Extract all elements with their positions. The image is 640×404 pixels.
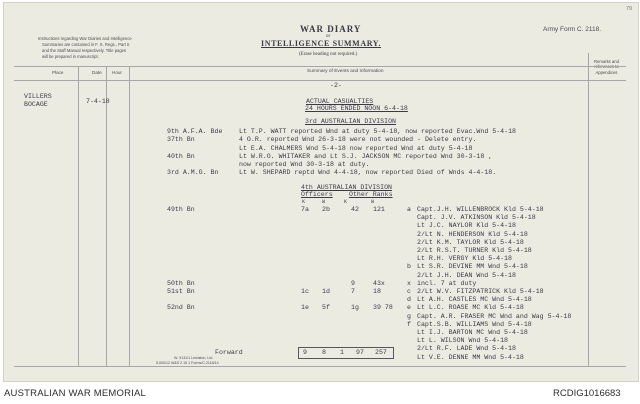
casualty-count: 1g xyxy=(351,304,359,312)
forward-total: 257 xyxy=(375,349,387,356)
totals-rule xyxy=(393,347,394,359)
diary-subtitle: INTELLIGENCE SUMMARY. xyxy=(261,39,382,48)
casualty-entry: Capt.J.H. WILLENBROCK Kld 5-4-18 xyxy=(417,206,544,213)
column-rule xyxy=(129,66,130,366)
diary-title: WAR DIARY xyxy=(300,24,362,34)
unit-label: 37th Bn xyxy=(167,136,195,143)
division-heading: 3rd AUSTRALIAN DIVISION xyxy=(305,118,397,125)
casualty-count: 1d xyxy=(322,288,330,295)
page-number: 79 xyxy=(626,6,633,12)
diary-sheet xyxy=(3,2,639,382)
place-line: BOCAGE xyxy=(24,100,48,108)
casualties-heading: ACTUAL CASUALTIES xyxy=(306,98,374,105)
col-group-officers: Officers xyxy=(301,191,333,198)
archive-name: AUSTRALIAN WAR MEMORIAL xyxy=(4,388,147,399)
casualty-count: 39 78 xyxy=(373,304,393,312)
casualty-count: 7a xyxy=(301,206,309,213)
footnote-marker: c xyxy=(407,288,411,295)
casualty-entry: Lt V.E. DENNE MM Wnd 5-4-18 xyxy=(417,353,524,361)
casualty-entry: Lt L.C. ROASE MC Kld 5-4-18 xyxy=(417,304,524,312)
forward-label: Forward xyxy=(215,349,243,356)
casualty-entry: Lt I.J. BARTON MC Wnd 5-4-18 xyxy=(417,329,528,336)
footnote-marker: a xyxy=(407,206,411,213)
unit-label: 52nd Bn xyxy=(167,304,195,312)
printer-line: W. 9131/1 Lewiston, Ltd. xyxy=(174,356,214,360)
casualty-count: 5f xyxy=(322,304,330,312)
casualty-entry: 2/Lt J.H. DEAN Wnd 5-4-18 xyxy=(417,271,516,279)
casualty-entry: Capt. A.R. FRASER MC Wnd and Wag 5-4-18 xyxy=(417,312,572,320)
remarks-line: Appendices xyxy=(595,69,618,75)
casualty-count: 9 xyxy=(351,279,355,287)
unit-label: 3rd A.M.G. Bn xyxy=(167,169,219,176)
casualty-entry: Lt R.H. VERGY Kld 5-4-18 xyxy=(417,255,512,263)
casualty-entry: 2/Lt N. HENDERSON Kld 5-4-18 xyxy=(417,230,528,238)
casualty-entry: now reported Wnd 30-3-18 at duty. xyxy=(239,161,370,168)
casualty-entry: Lt E.A. CHALMERS Wnd 5-4-18 now reported Wnd at duty 5-4-18 xyxy=(239,145,473,152)
column-rule xyxy=(106,66,107,366)
casualty-entry: Lt J.C. NAYLOR Kld 5-4-18 xyxy=(417,222,516,230)
casualty-entry: Lt S.R. DEVINE MM Wnd 5-4-18 xyxy=(417,263,528,271)
totals-rule xyxy=(298,347,299,359)
casualty-count: 43x xyxy=(373,279,385,287)
footnote-marker: x xyxy=(407,279,411,287)
casualty-entry: 2/Lt K.M. TAYLOR Kld 5-4-18 xyxy=(417,238,524,246)
printer-line: 5,000/12 W&S 2.15 1 Forms/C.2118/14 xyxy=(156,361,219,365)
remarks-line: Remarks and xyxy=(594,59,619,64)
casualty-entry: 2/Lt R.F. LADE Wnd 5-4-18 xyxy=(417,345,516,353)
unit-label: 40th Bn xyxy=(167,153,195,160)
col-place: Place xyxy=(52,70,64,75)
instruction-line: and the Staff Manual respectively. Title pages xyxy=(42,48,127,53)
forward-total: 1 xyxy=(340,349,344,356)
casualty-entry: Lt W. SHEPARD reptd Wnd 4-4-18, now reported Died of Wnds 4-4-18. xyxy=(239,169,497,176)
casualty-count: 2b xyxy=(322,206,330,213)
place-line: VILLERS xyxy=(24,93,52,100)
instruction-line: Instructions regarding War Diaries and Intelligence xyxy=(38,36,132,41)
forward-total: 97 xyxy=(356,349,364,356)
totals-rule xyxy=(298,347,394,348)
column-rule xyxy=(588,53,589,366)
col-summary: Summary of Events and Information xyxy=(307,69,384,74)
footnote-marker: b xyxy=(407,263,411,271)
footnote-marker: f xyxy=(407,320,411,328)
archive-footer xyxy=(0,382,640,404)
col-date: Date xyxy=(92,70,102,75)
casualty-count: 1e xyxy=(301,304,309,312)
unit-label: 9th A.F.A. Bde xyxy=(167,128,223,135)
casualty-entry: Lt T.P. WATT reported Wnd at duty 5-4-18, now reported Evac.Wnd 5-4-18 xyxy=(239,128,516,135)
casualty-entry: Capt.S.B. WILLIAMS Wnd 5-4-18 xyxy=(417,320,532,328)
col-remarks xyxy=(594,59,619,75)
casualties-subheading: 24 HOURS ENDED NOON 6-4-18 xyxy=(305,105,408,112)
instruction-line: will be prepared in manuscript. xyxy=(42,54,99,59)
casualty-entry: Capt. J.V. ATKINSON Kld 5-4-18 xyxy=(417,214,536,222)
heading-note: (Erase heading not required.) xyxy=(299,52,358,57)
unit-label: 50th Bn xyxy=(167,279,195,287)
casualty-entry: incl. 7 at duty xyxy=(417,279,477,287)
footer-rule xyxy=(14,366,626,367)
page-marker: -2- xyxy=(330,82,342,89)
casualty-entry: 2/Lt R.S.T. TURNER Kld 5-4-18 xyxy=(417,247,532,254)
casualty-entry: 4 O.R. reported Wnd 26-3-18 were not wounded - Delete entry. xyxy=(239,136,477,143)
unit-label: 49th Bn xyxy=(167,206,195,213)
col-key: W xyxy=(322,199,326,205)
unit-label: 51st Bn xyxy=(167,288,195,295)
col-hour: Hour xyxy=(112,70,122,75)
title-or: or xyxy=(326,34,331,39)
column-rule xyxy=(78,66,79,366)
col-group-other-ranks: Other Ranks xyxy=(349,191,393,198)
forward-total: 8 xyxy=(322,349,326,356)
footnote-marker: e xyxy=(407,304,411,312)
totals-rule xyxy=(298,358,394,359)
division-heading: 4th AUSTRALIAN DIVISION xyxy=(301,184,393,191)
army-form: Army Form C. 2118. xyxy=(543,26,602,33)
casualty-count: 1c xyxy=(301,288,309,295)
casualty-entry: Lt W.R.O. WHITAKER and Lt S.J. JACKSON MC reported Wnd 30-3-18 , xyxy=(239,153,493,160)
casualty-entry: Lt L. WILSON Wnd 5-4-18 xyxy=(417,337,509,345)
casualty-count: 121 xyxy=(373,206,385,213)
entry-date: 7-4-18 xyxy=(86,98,110,105)
col-key: K xyxy=(344,199,348,205)
casualty-count: 18 xyxy=(373,288,381,295)
entry-place xyxy=(24,94,52,108)
casualty-count: 7 xyxy=(351,288,355,295)
instruction-line: Summaries are contained in F. S. Regs., Part II. xyxy=(42,42,131,47)
col-key: K xyxy=(302,199,306,205)
col-key: W xyxy=(371,199,375,205)
forward-total: 9 xyxy=(303,349,307,356)
casualty-entry: Lt A.H. CASTLES MC Wnd 5-4-18 xyxy=(417,296,532,304)
footnote-marker: g xyxy=(407,312,411,320)
casualty-entry: 2/Lt W.V. FITZPATRICK Kld 5-4-18 xyxy=(417,288,544,295)
footnote-marker: d xyxy=(407,296,411,304)
record-id: RCDIG1016683 xyxy=(553,388,621,399)
casualty-count: 42 xyxy=(351,206,359,213)
